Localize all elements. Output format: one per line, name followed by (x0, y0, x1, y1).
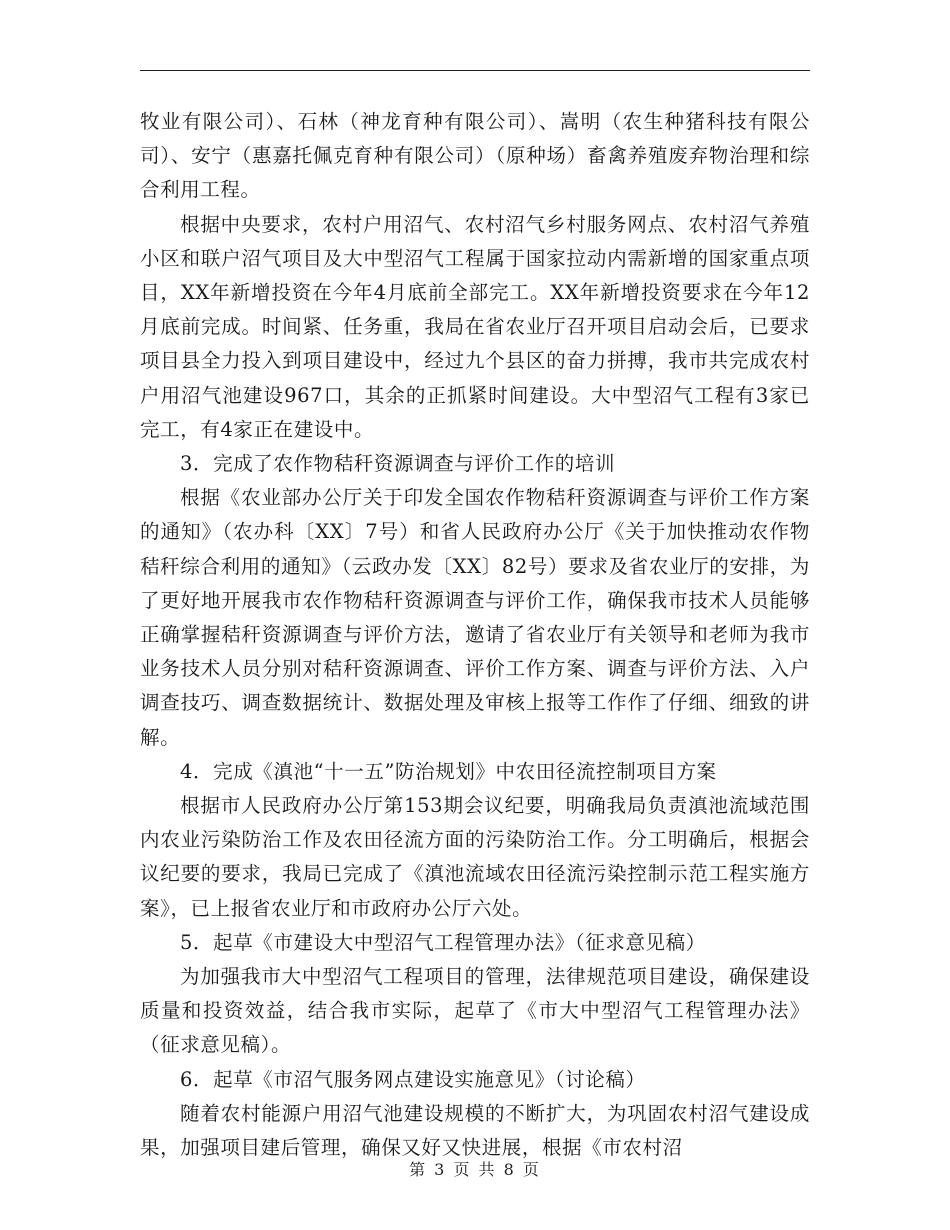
section-heading: 5．起草《市建设大中型沼气工程管理办法》（征求意见稿） (180, 930, 706, 954)
document-body (140, 105, 810, 1165)
section-heading: 6．起草《市沼气服务网点建设实施意见》（讨论稿） (180, 1067, 646, 1091)
paragraph-continuation: 牧业有限公司）、石林（神龙育种有限公司）、嵩明（农生种猪科技有限公司）、安宁（惠嘉托佩克育种有限公司）（原种场）畜禽养殖废弃物治理和综合利用工程。 (140, 110, 810, 202)
paragraph-body: 为加强我市大中型沼气工程项目的管理，法律规范项目建设，确保建设质量和投资效益，结合我市实际，起草了《市大中型沼气工程管理办法》（征求意见稿）。 (140, 965, 810, 1057)
header-rule (140, 70, 810, 71)
paragraph-body: 随着农村能源户用沼气池建设规模的不断扩大，为巩固农村沼气建设成果，加强项目建后管理，确保又好又快进展，根据《市农村沼 (140, 1101, 810, 1160)
page-number-footer: 第 3 页 共 8 页 (409, 1160, 541, 1179)
section-heading: 3．完成了农作物秸秆资源调查与评价工作的培训 (180, 452, 616, 476)
paragraph-body: 根据《农业部办公厅关于印发全国农作物秸秆资源调查与评价工作方案的通知》（农办科〔XX〕7号）和省人民政府办公厅《关于加快推动农作物秸秆综合利用的通知》（云政办发〔XX〕82号）要求及省农业厅的安排，为了更好地开展我市农作物秸秆资源调查与评价工作，确保我市技术人员能够正确掌握秸秆资源调查与评价方法，邀请了省农业厅有关领导和老师为我市业务技术人员分别对秸秆资源调查、评价工作方案、调查与评价方法、入户调查技巧、调查数据统计、数据处理及审核上报等工作作了仔细、细致的讲解。 (140, 486, 810, 749)
paragraph-body: 根据中央要求，农村户用沼气、农村沼气乡村服务网点、农村沼气养殖小区和联户沼气项目及大中型沼气工程属于国家拉动内需新增的国家重点项目，XX年新增投资在今年4月底前全部完工。XX年新增投资要求在今年12月底前完成。时间紧、任务重，我局在省农业厅召开项目启动会后，已要求项目县全力投入到项目建设中，经过九个县区的奋力拼搏，我市共完成农村户用沼气池建设967口，其余的正抓紧时间建设。大中型沼气工程有3家已完工，有4家正在建设中。 (140, 212, 810, 441)
section-heading: 4．完成《滇池“十一五”防治规划》中农田径流控制项目方案 (180, 759, 717, 783)
paragraph-body: 根据市人民政府办公厅第153期会议纪要，明确我局负责滇池流域范围内农业污染防治工作及农田径流方面的污染防治工作。分工明确后，根据会议纪要的要求，我局已完成了《滇池流域农田径流污染控制示范工程实施方案》，已上报省农业厅和市政府办公厅六处。 (140, 794, 810, 920)
